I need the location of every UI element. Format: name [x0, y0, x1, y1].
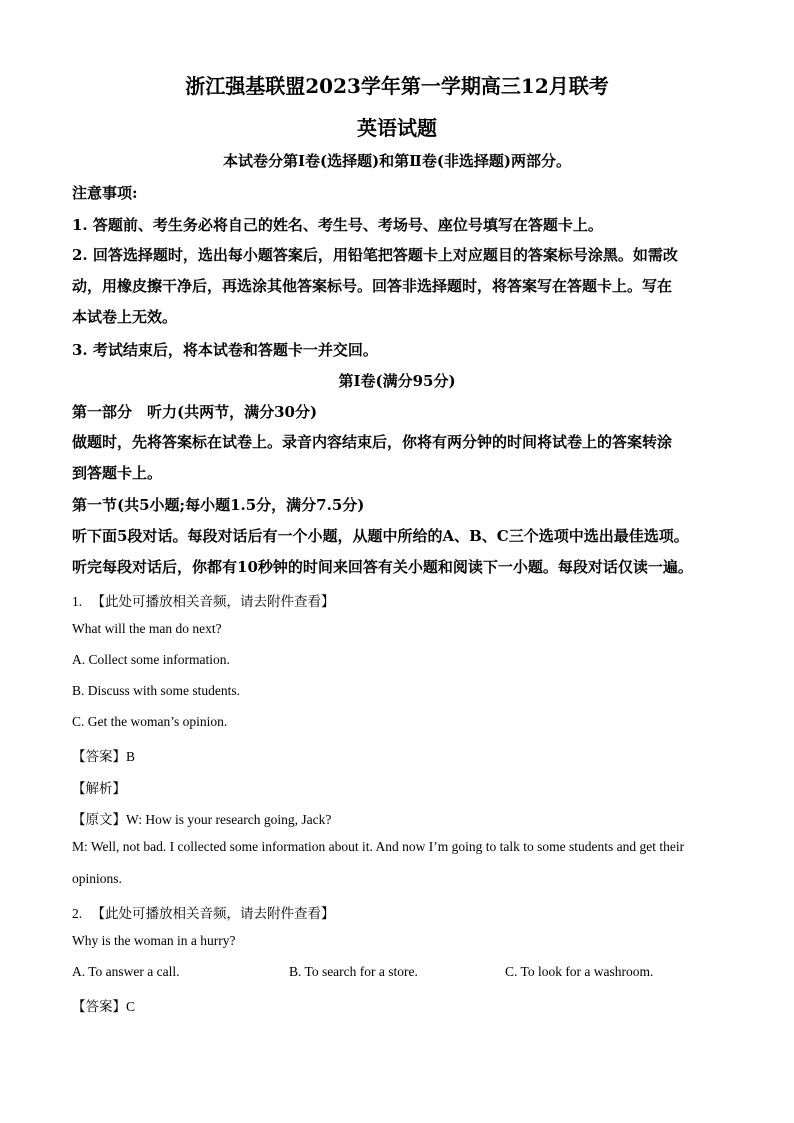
question-1-answer — [72, 745, 135, 765]
question-2 — [72, 902, 335, 922]
question-number: 2. — [72, 906, 83, 921]
section-1-instruction-line-2: 听完每段对话后，你都有10秒钟的时间来回答有关小题和阅读下一小题。每段对话仅读一遍。 — [72, 558, 693, 576]
question-1-transcript-line-2: M: Well, not bad. I collected some information about it. And now I’m going to talk to some students and get their — [72, 839, 685, 854]
exam-title: 浙江强基联盟2023学年第一学期高三12月联考 — [185, 74, 609, 98]
section-1-instruction-line-1: 听下面5段对话。每段对话后有一个小题，从题中所给的A、B、C三个选项中选出最佳选项。 — [72, 527, 689, 545]
audio-note[interactable]: 【此处可播放相关音频，请去附件查看】 — [91, 594, 335, 609]
notice-item-2-line-3: 本试卷上无效。 — [72, 308, 178, 326]
notice-item-1: 1. 答题前、考生务必将自己的姓名、考生号、考场号、座位号填写在答题卡上。 — [72, 216, 603, 234]
question-1 — [72, 590, 335, 610]
answer-value: C — [126, 999, 136, 1014]
question-2-option-b: B. To search for a store. — [289, 964, 418, 979]
question-2-option-a: A. To answer a call. — [72, 964, 180, 979]
question-1-analysis-tag: 【解析】 — [72, 781, 126, 796]
question-2-option-c: C. To look for a washroom. — [505, 964, 654, 979]
notice-item-2-line-1: 2. 回答选择题时，选出每小题答案后，用铅笔把答题卡上对应题目的答案标号涂黑。如需改 — [72, 246, 678, 264]
audio-note[interactable]: 【此处可播放相关音频，请去附件查看】 — [91, 906, 335, 921]
question-2-stem: Why is the woman in a hurry? — [72, 933, 236, 948]
part-1-instruction-line-2: 到答题卡上。 — [72, 464, 163, 482]
question-1-option-a: A. Collect some information. — [72, 652, 230, 667]
question-1-stem: What will the man do next? — [72, 621, 222, 636]
question-1-option-b: B. Discuss with some students. — [72, 683, 241, 698]
part-1-instruction-line-1: 做题时，先将答案标在试卷上。录音内容结束后，你将有两分钟的时间将试卷上的答案转涂 — [72, 433, 673, 451]
question-2-answer — [72, 995, 135, 1015]
transcript-tag: 【原文】 — [72, 812, 126, 827]
notice-heading: 注意事项: — [72, 184, 138, 202]
exam-subtitle: 英语试题 — [357, 116, 437, 140]
notice-item-2-line-2: 动，用橡皮擦干净后，再选涂其他答案标号。回答非选择题时，将答案写在答题卡上。写在 — [72, 277, 673, 295]
section-1-heading: 第一节(共5小题;每小题1.5分，满分7.5分) — [72, 496, 365, 514]
part-1-heading: 第一部分 听力(共两节，满分30分) — [72, 403, 318, 421]
question-1-transcript-line-1 — [72, 808, 331, 828]
answer-value: B — [126, 749, 136, 764]
answer-tag: 【答案】 — [72, 749, 126, 764]
question-1-transcript-line-3: opinions. — [72, 871, 122, 886]
notice-item-3: 3. 考试结束后，将本试卷和答题卡一并交回。 — [72, 341, 378, 359]
transcript-text: W: How is your research going, Jack? — [126, 812, 332, 827]
question-1-option-c: C. Get the woman’s opinion. — [72, 714, 228, 729]
exam-intro: 本试卷分第Ⅰ卷(选择题)和第Ⅱ卷(非选择题)两部分。 — [222, 152, 572, 170]
answer-tag: 【答案】 — [72, 999, 126, 1014]
volume-1-heading: 第Ⅰ卷(满分95分) — [338, 372, 456, 390]
question-number: 1. — [72, 594, 83, 609]
